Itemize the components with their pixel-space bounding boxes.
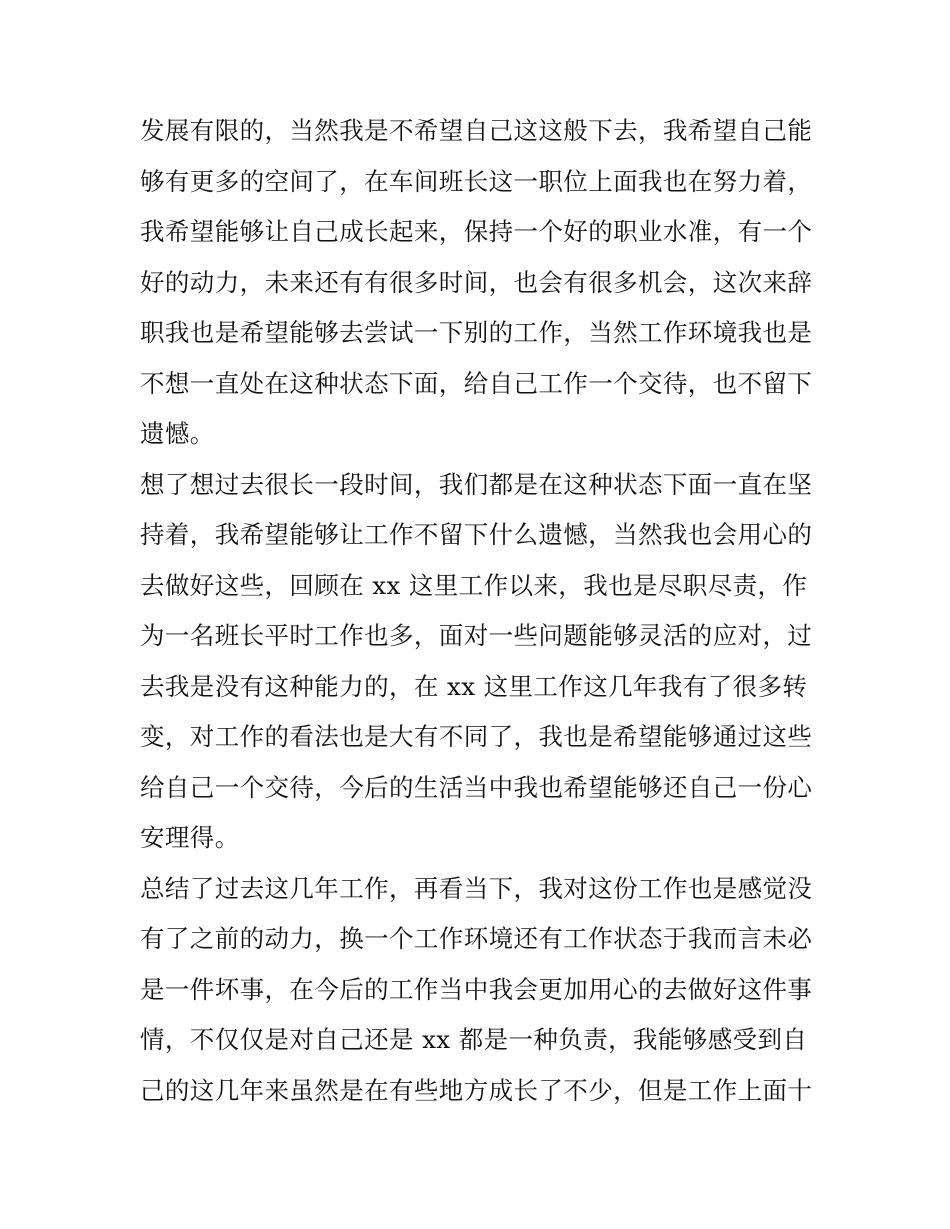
text-line: 去做好这些，回顾在 xx 这里工作以来，我也是尽职尽责，作: [140, 570, 808, 600]
text-line: 好的动力，未来还有有很多时间，也会有很多机会，这次来辞: [140, 267, 813, 297]
text-line: 为一名班长平时工作也多，面对一些问题能够灵活的应对，过: [140, 621, 813, 650]
text-line: 想了想过去很长一段时间，我们都是在这种状态下面一直在坚: [140, 469, 813, 499]
text-line: 给自己一个交待，今后的生活当中我也希望能够还自己一份心: [140, 772, 813, 802]
text-line: 我希望能够让自己成长起来，保持一个好的职业水准，有一个: [140, 217, 813, 246]
text-line: 有了之前的动力，换一个工作环境还有工作状态于我而言未必: [140, 924, 813, 953]
text-line: 安理得。: [140, 823, 240, 852]
text-line: 持着，我希望能够让工作不留下什么遗憾，当然我也会用心的: [140, 520, 813, 549]
body-text: [140, 106, 820, 1116]
text-line: 去我是没有这种能力的，在 xx 这里工作这几年我有了很多转: [140, 671, 808, 701]
text-line: 己的这几年来虽然是在有些地方成长了不少，但是工作上面十: [140, 1075, 813, 1105]
text-line: 职我也是希望能够去尝试一下别的工作，当然工作环境我也是: [140, 318, 813, 347]
text-line: 变，对工作的看法也是大有不同了，我也是希望能够通过这些: [140, 722, 813, 751]
text-line: 情，不仅仅是对自己还是 xx 都是一种负责，我能够感受到自: [140, 1025, 808, 1054]
text-line: 够有更多的空间了，在车间班长这一职位上面我也在努力着，: [140, 166, 813, 196]
text-line: 不想一直处在这种状态下面，给自己工作一个交待，也不留下: [140, 368, 813, 398]
text-line: 总结了过去这几年工作，再看当下，我对这份工作也是感觉没: [140, 873, 813, 903]
text-line: 是一件坏事，在今后的工作当中我会更加用心的去做好这件事: [140, 974, 813, 1004]
text-line: 发展有限的，当然我是不希望自己这这般下去，我希望自己能: [140, 116, 813, 145]
text-line: 遗憾。: [140, 419, 215, 448]
